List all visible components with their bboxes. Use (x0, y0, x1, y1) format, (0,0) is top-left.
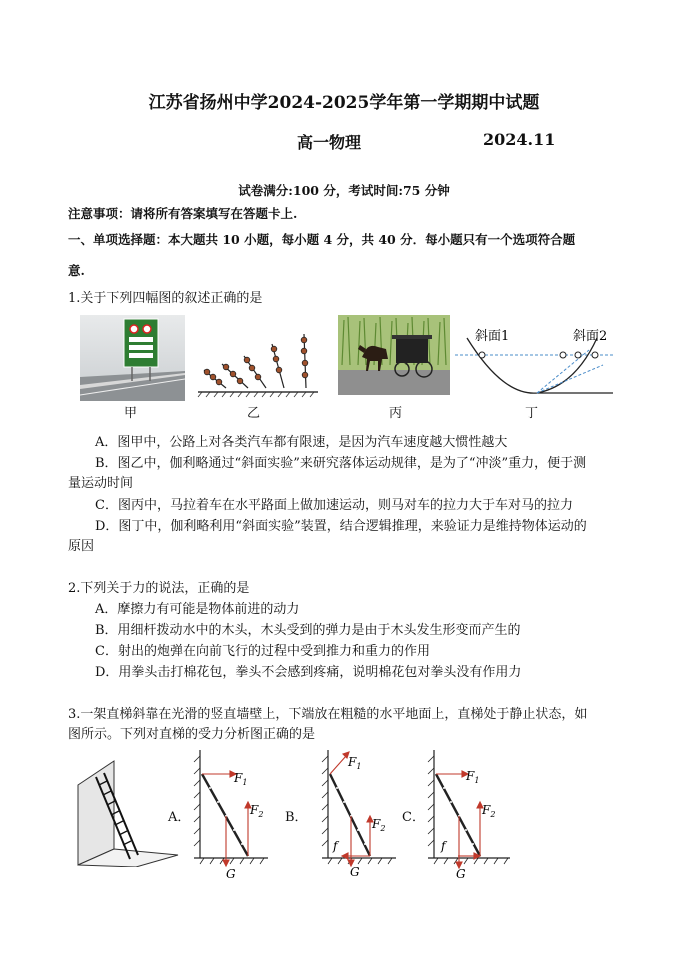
force-label-g: G (226, 867, 236, 880)
q2-stem: 2.下列关于力的说法，正确的是 (68, 581, 250, 596)
exam-date: 2024.11 (483, 130, 556, 149)
force-label-f: f (441, 839, 446, 853)
section1-heading: 一、单项选择题：本大题共 10 小题，每小题 4 分，共 40 分．每小题只有一个选项符合题 (68, 232, 576, 247)
q2-option-b: B．用细杆拨动水中的木头，木头受到的弹力是由于木头发生形变而产生的 (95, 623, 521, 638)
q3-diagram-b (316, 748, 400, 880)
force-label-f2: $F_2$ (372, 817, 386, 833)
q1-figure-ding (455, 320, 615, 400)
force-label-g: G (456, 867, 466, 880)
q3-stem-cont: 图所示。下列对直梯的受力分析图正确的是 (68, 727, 316, 742)
q2-option-a: A．摩擦力有可能是物体前进的动力 (95, 602, 300, 617)
q3-diagram-a (188, 748, 270, 880)
q1-option-b-cont: 量运动时间 (68, 476, 134, 491)
force-label-f: f (333, 839, 338, 853)
q1-option-b: B．图乙中，伽利略通过“斜面实验”来研究落体运动规律，是为了“冲淡”重力，便于测 (95, 456, 587, 471)
slope-label-2: 斜面2 (573, 329, 608, 344)
buggy (396, 337, 428, 363)
q1-stem: 1.关于下列四幅图的叙述正确的是 (68, 291, 263, 306)
q1-option-a: A．图甲中，公路上对各类汽车都有限速，是因为汽车速度越大惯性越大 (95, 435, 508, 450)
exam-title: 江苏省扬州中学2024-2025学年第一学期期中试题 (148, 93, 540, 113)
force-label-f2: $F_2$ (482, 803, 496, 819)
force-label-f1: $F_1$ (234, 771, 248, 787)
notice: 注意事项：请将所有答案填写在答题卡上. (68, 206, 298, 221)
force-label-g: G (350, 865, 360, 879)
q1-option-d: D．图丁中，伽利略利用“斜面实验”装置，结合逻辑推理，来验证力是维持物体运动的 (95, 519, 587, 534)
q1-label-jia: 甲 (124, 406, 138, 421)
q1-option-d-cont: 原因 (68, 539, 95, 554)
q2-option-c: C．射出的炮弹在向前飞行的过程中受到推力和重力的作用 (95, 644, 430, 659)
q1-figure-yi (196, 330, 321, 398)
q1-option-c: C．图丙中，马拉着车在水平路面上做加速运动，则马对车的拉力大于车对马的拉力 (95, 498, 573, 513)
q1-label-yi: 乙 (247, 406, 261, 421)
q3-ladder-sketch (74, 755, 182, 867)
q3-stem: 3.一架直梯斜靠在光滑的竖直墙壁上，下端放在粗糙的水平地面上，直梯处于静止状态，如 (68, 707, 588, 722)
force-label-f1: $F_1$ (348, 755, 362, 771)
q1-figure-bing (338, 315, 450, 395)
q1-figure-jia (80, 315, 185, 401)
force-label-f1: $F_1$ (466, 769, 480, 785)
slope-label-1: 斜面1 (475, 329, 510, 344)
q3-option-a-letter: A． (168, 810, 191, 825)
q2-option-d: D．用拳头击打棉花包，拳头不会感到疼痛，说明棉花包对拳头没有作用力 (95, 665, 522, 680)
section1-heading-cont: 意. (68, 263, 85, 278)
q3-diagram-c (422, 748, 514, 880)
q3-option-b-letter: B． (285, 810, 308, 825)
subject-label: 高一物理 (297, 133, 362, 152)
force-label-f2: $F_2$ (250, 803, 264, 819)
q1-label-ding: 丁 (525, 406, 539, 421)
speed-limit-sign (124, 319, 158, 367)
exam-info: 试卷满分:100 分，考试时间:75 分钟 (238, 183, 450, 198)
q1-label-bing: 丙 (389, 406, 403, 421)
q3-option-c-letter: C． (402, 810, 425, 825)
